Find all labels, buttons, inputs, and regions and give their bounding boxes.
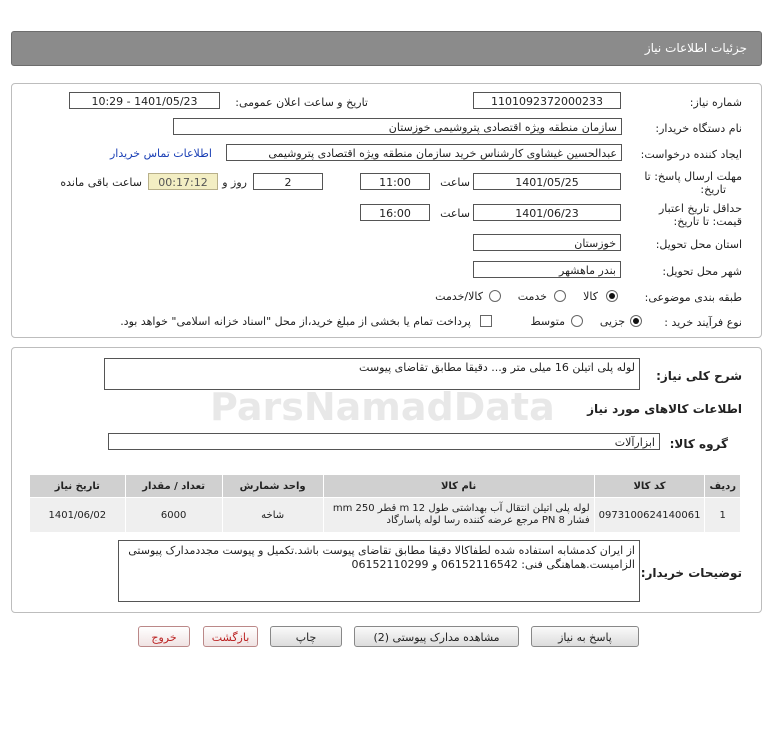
watermark-logo: ParsNamadData <box>210 385 555 429</box>
category-radio-goods-service[interactable] <box>489 290 501 302</box>
col-qty: تعداد / مقدار <box>125 475 222 498</box>
contact-buyer-link[interactable]: اطلاعات تماس خریدار <box>110 147 212 160</box>
city-label: شهر محل تحویل: <box>662 265 742 278</box>
col-code: کد کالا <box>594 475 705 498</box>
buyer-org-field: سازمان منطقه ويژه اقتصادی پتروشيمی خوزستان <box>173 118 622 135</box>
buyer-notes-field: از ايران کدمشابه استفاده شده لطفاکالا دقيقا مطابق تقاضای پيوست باشد.تکميل و پيوست مجددمدارک پيوستی الزاميست.هماهنگی فنی: 06152116542 و 06152110299 <box>118 540 640 602</box>
need-number-field: 1101092372000233 <box>473 92 621 109</box>
goods-table-header <box>30 475 741 498</box>
buyer-org-label: نام دستگاه خریدار: <box>655 122 742 135</box>
remaining-time-field: 00:17:12 <box>148 173 218 190</box>
validity-label: حداقل تاریخ اعتبار <box>658 202 742 215</box>
summary-field: لوله پلی اتيلن 16 ميلی متر و... دقيقا مطابق تقاضای پيوست <box>104 358 640 390</box>
validity-date-field: 1401/06/23 <box>473 204 621 221</box>
remaining-label: ساعت باقی مانده <box>60 176 142 189</box>
group-field: ابزارآلات <box>108 433 660 450</box>
deadline-date-field: 1401/05/25 <box>473 173 621 190</box>
cell-unit: شاخه <box>222 498 323 533</box>
deadline-time-label: ساعت <box>440 176 470 189</box>
back-button[interactable]: بازگشت <box>203 626 258 647</box>
category-radio-service[interactable] <box>554 290 566 302</box>
cell-date: 1401/06/02 <box>30 498 126 533</box>
cell-row: 1 <box>705 498 741 533</box>
reply-button[interactable]: پاسخ به نیاز <box>531 626 639 647</box>
payment-treasury-checkbox[interactable] <box>480 315 492 327</box>
exit-button[interactable]: خروج <box>138 626 190 647</box>
summary-label: شرح کلی نیاز: <box>656 369 742 383</box>
validity-time-label: ساعت <box>440 207 470 220</box>
process-option-minor: جزیی <box>599 315 625 328</box>
group-label: گروه کالا: <box>669 437 728 451</box>
goods-info-title: اطلاعات کالاهای مورد نیاز <box>587 402 742 416</box>
province-field: خوزستان <box>473 234 621 251</box>
category-label: طبقه بندی موضوعی: <box>644 291 742 304</box>
category-option-goods: کالا <box>583 290 598 303</box>
table-row <box>30 498 741 533</box>
days-label: روز و <box>222 176 247 189</box>
cell-qty: 6000 <box>125 498 222 533</box>
col-name: نام کالا <box>323 475 594 498</box>
validity-label-2: قیمت: تا تاریخ: <box>673 215 742 228</box>
creator-label: ایجاد کننده درخواست: <box>640 148 742 161</box>
goods-table <box>29 474 741 533</box>
days-field: 2 <box>253 173 323 190</box>
process-radio-minor[interactable] <box>630 315 642 327</box>
deadline-label: مهلت ارسال پاسخ: تا <box>644 170 742 183</box>
creator-field: عبدالحسين غيشاوی کارشناس خريد سازمان منطقه ويژه اقتصادی پتروشيمی <box>226 144 622 161</box>
view-documents-button[interactable]: مشاهده مدارک پیوستی (2) <box>354 626 519 647</box>
deadline-label-2: تاریخ: <box>700 183 726 196</box>
buyer-notes-label: توضیحات خریدار: <box>640 566 742 580</box>
col-unit: واحد شمارش <box>222 475 323 498</box>
page-header <box>11 31 762 66</box>
col-row: ردیف <box>705 475 741 498</box>
announce-label: تاریخ و ساعت اعلان عمومی: <box>235 96 368 109</box>
province-label: استان محل تحویل: <box>655 238 742 251</box>
print-button[interactable]: چاپ <box>270 626 342 647</box>
category-radio-goods[interactable] <box>606 290 618 302</box>
city-field: بندر ماهشهر <box>473 261 621 278</box>
validity-time-field: 16:00 <box>360 204 430 221</box>
page-title: جزئیات اطلاعات نیاز <box>644 41 747 55</box>
announce-field: 1401/05/23 - 10:29 <box>69 92 220 109</box>
deadline-time-field: 11:00 <box>360 173 430 190</box>
category-option-goods-service: کالا/خدمت <box>435 290 483 303</box>
col-date: تاریخ نیاز <box>30 475 126 498</box>
need-number-label: شماره نیاز: <box>689 96 742 109</box>
process-radio-medium[interactable] <box>571 315 583 327</box>
cell-name: لوله پلی اتيلن انتقال آب بهداشتی طول m 12 قطر mm 250 فشار PN 8 مرجع عرضه کننده رسا لوله پاسارگاد <box>323 498 594 533</box>
process-option-medium: متوسط <box>530 315 565 328</box>
process-label: نوع فرآیند خرید : <box>664 316 742 329</box>
payment-treasury-label: پرداخت تمام یا بخشی از مبلغ خرید،از محل "اسناد خزانه اسلامی" خواهد بود. <box>120 315 471 328</box>
cell-code: 0973100624140061 <box>594 498 705 533</box>
category-option-service: خدمت <box>517 290 547 303</box>
